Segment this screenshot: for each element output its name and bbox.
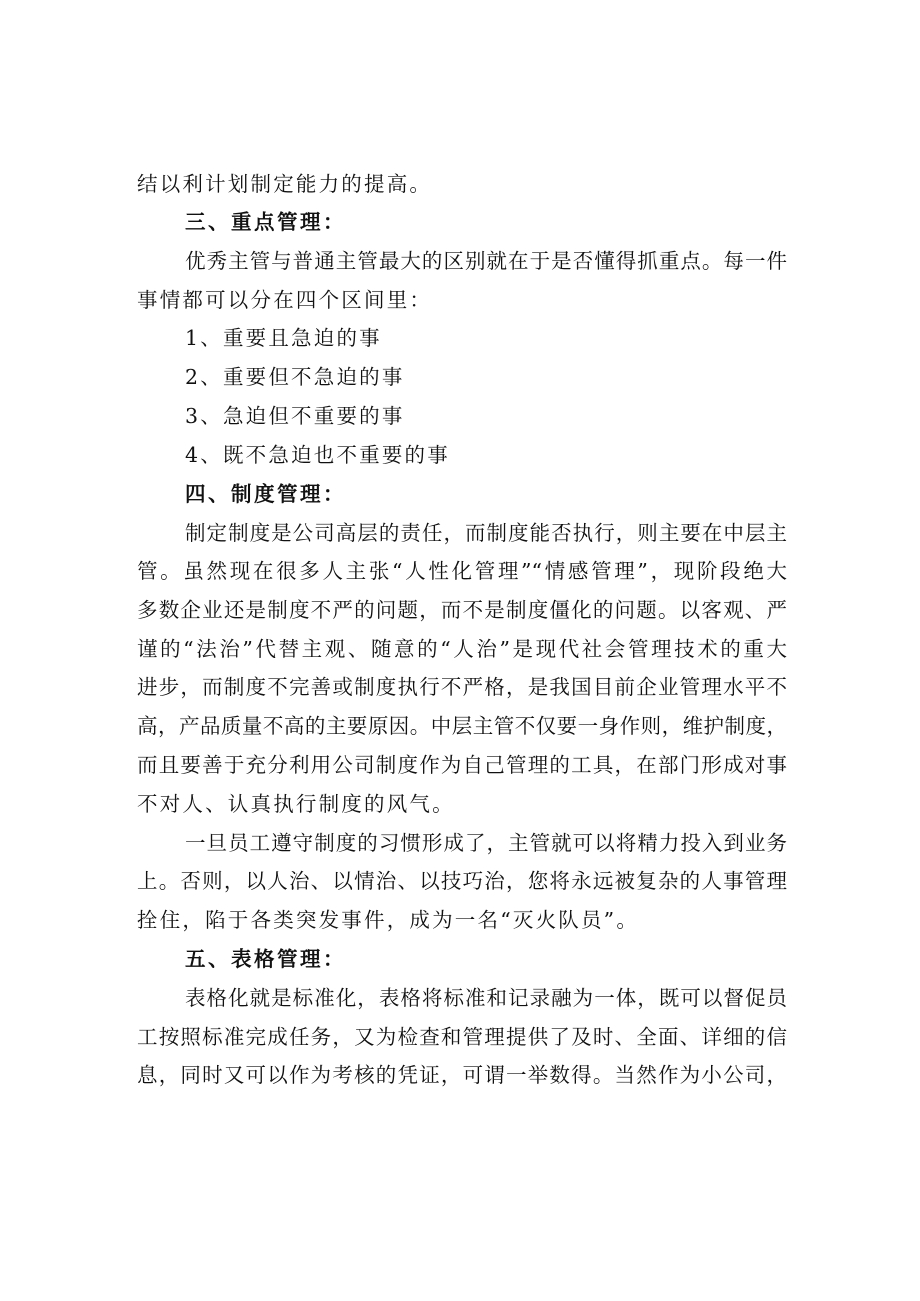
list-item: 4、既不急迫也不重要的事 xyxy=(185,443,450,467)
paragraph-line: 优秀主管与普通主管最大的区别就在于是否懂得抓重点。每一件 xyxy=(185,249,787,273)
paragraph-line: 结以利计划制定能力的提高。 xyxy=(137,172,433,196)
list-item: 2、重要但不急迫的事 xyxy=(185,365,405,389)
paragraph-line: 进步，而制度不完善或制度执行不严格，是我国目前企业管理水平不 xyxy=(137,675,787,699)
paragraph-line: 不对人、认真执行制度的风气。 xyxy=(137,792,455,816)
paragraph-line: 表格化就是标准化，表格将标准和记录融为一体，既可以督促员 xyxy=(185,986,787,1010)
paragraph-line: 息，同时又可以作为考核的凭证，可谓一举数得。当然作为小公司， xyxy=(137,1063,787,1087)
paragraph-line: 一旦员工遵守制度的习惯形成了，主管就可以将精力投入到业务 xyxy=(185,831,787,855)
list-item: 1、重要且急迫的事 xyxy=(185,326,382,350)
paragraph-line: 而且要善于充分利用公司制度作为自己管理的工具，在部门形成对事 xyxy=(137,753,787,777)
section-heading-focus-management: 三、重点管理： xyxy=(185,210,346,234)
paragraph-line: 谨的“法治”代替主观、随意的“人治”是现代社会管理技术的重大 xyxy=(137,637,787,661)
section-heading-system-management: 四、制度管理： xyxy=(185,482,346,506)
paragraph-line: 管。虽然现在很多人主张“人性化管理”“情感管理”，现阶段绝大 xyxy=(137,559,787,583)
list-item: 3、急迫但不重要的事 xyxy=(185,404,405,428)
paragraph-line: 多数企业还是制度不严的问题，而不是制度僵化的问题。以客观、严 xyxy=(137,598,787,622)
paragraph-line: 拴住，陷于各类突发事件，成为一名“灭火队员”。 xyxy=(137,908,640,932)
paragraph-line: 事情都可以分在四个区间里： xyxy=(137,288,433,312)
paragraph-line: 高，产品质量不高的主要原因。中层主管不仅要一身作则，维护制度， xyxy=(137,714,787,738)
section-heading-form-management: 五、表格管理： xyxy=(185,947,346,971)
paragraph-line: 工按照标准完成任务，又为检查和管理提供了及时、全面、详细的信 xyxy=(137,1025,787,1049)
paragraph-line: 制定制度是公司高层的责任，而制度能否执行，则主要在中层主 xyxy=(185,521,787,545)
paragraph-line: 上。否则，以人治、以情治、以技巧治，您将永远被复杂的人事管理 xyxy=(137,869,787,893)
